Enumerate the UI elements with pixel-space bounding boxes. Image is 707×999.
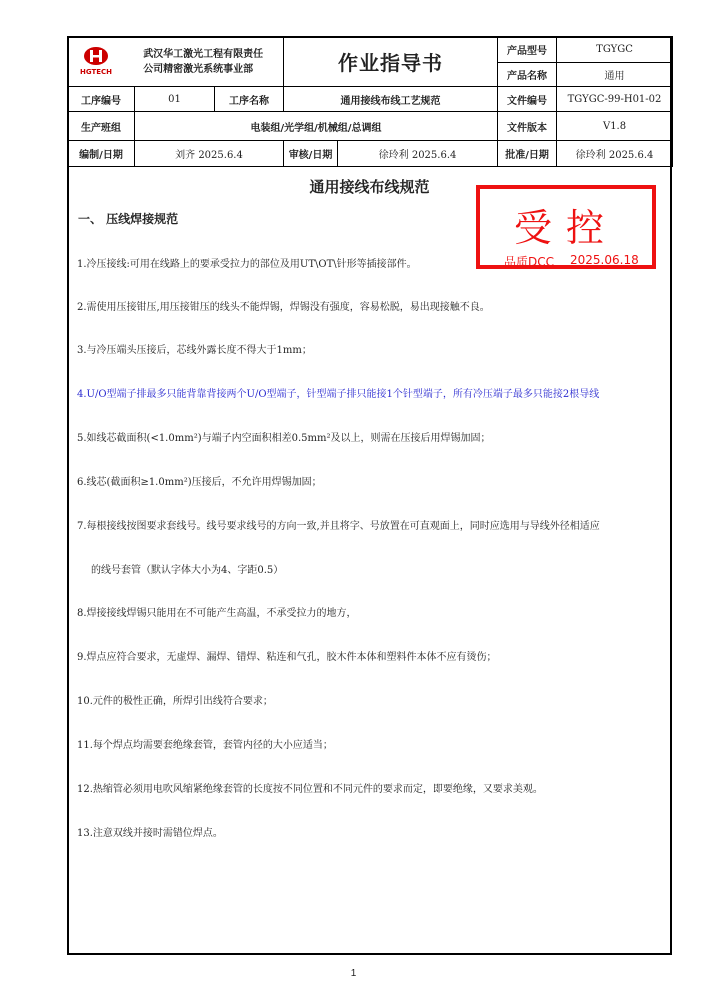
file-no-value: TGYGC-99-H01-02 (557, 87, 673, 112)
list-item: 6.线芯(截面积≥1.0mm²)压接后，不允许用焊锡加固； (77, 477, 322, 488)
process-no-value: 01 (135, 87, 215, 112)
list-item: 12.热缩管必须用电吹风缩紧绝缘套管的长度按不同位置和不同元件的要求而定，即要绝缘，又要求美观。 (77, 784, 543, 795)
version-value: V1.8 (557, 112, 673, 141)
hgtech-logo-icon (83, 46, 109, 66)
stamp-org: 品质DCC (504, 255, 554, 269)
list-item: 3.与冷压端头压接后，芯线外露长度不得大于1mm； (77, 345, 312, 356)
controlled-stamp (476, 185, 656, 269)
product-model-value: TGYGC (557, 37, 673, 63)
list-item: 11.每个焊点均需要套绝缘套管，套管内径的大小应适当； (77, 740, 333, 751)
doc-title: 作业指导书 (284, 37, 498, 87)
team-label: 生产班组 (68, 112, 135, 141)
list-item: 5.如线芯截面积(<1.0mm²)与端子内空面积相差0.5mm²及以上，则需在压接后用焊锡加固； (77, 433, 491, 444)
page-number: 1 (350, 968, 357, 979)
approve-label: 批准/日期 (498, 141, 557, 167)
author-label: 编制/日期 (68, 141, 135, 167)
company-cell (68, 37, 284, 87)
process-name-value: 通用接线布线工艺规范 (284, 87, 498, 112)
list-item: 8.焊接接线焊锡只能用在不可能产生高温，不承受拉力的地方， (77, 608, 357, 619)
list-item: 1.冷压接线:可用在线路上的要承受拉力的部位及用UT\OT\针形等插接部件。 (77, 259, 417, 270)
product-name-value: 通用 (557, 63, 673, 87)
version-label: 文件版本 (498, 112, 557, 141)
list-item: 10.元件的极性正确，所焊引出线符合要求； (77, 696, 273, 707)
product-model-label: 产品型号 (498, 37, 557, 63)
stamp-date: 2025.06.18 (570, 253, 639, 267)
body-title: 通用接线布线规范 (309, 178, 430, 196)
author-value: 刘齐 2025.6.4 (135, 141, 284, 167)
company-name-line2: 公司精密激光系统事业部 (143, 63, 254, 75)
list-item-continuation: 的线号套管（默认字体大小为4、字距0.5） (91, 565, 284, 576)
approve-value: 徐玲利 2025.6.4 (557, 141, 673, 167)
team-value: 电装组/光学组/机械组/总调组 (135, 112, 498, 141)
page-frame (67, 36, 672, 955)
company-logo (74, 46, 118, 77)
review-value: 徐玲利 2025.6.4 (338, 141, 498, 167)
list-item: 4.U/O型端子排最多只能背靠背接两个U/O型端子，针型端子排只能接1个针型端子，所有冷压端子最多只能接2根导线 (77, 389, 600, 400)
list-item: 7.每根接线按图要求套线号。线号要求线号的方向一致,并且将字、号放置在可直观面上，同时应选用与导线外径相适应 (77, 521, 600, 532)
section-heading: 一、 压线焊接规范 (78, 212, 179, 226)
file-no-label: 文件编号 (498, 87, 557, 112)
list-item: 9.焊点应符合要求，无虚焊、漏焊、错焊、粘连和气孔，胶木件本体和塑料件本体不应有烫伤； (77, 652, 497, 663)
list-item: 13.注意双线并接时需错位焊点。 (77, 828, 223, 839)
product-name-label: 产品名称 (498, 63, 557, 87)
company-name-line1: 武汉华工激光工程有限责任 (143, 48, 264, 60)
list-item: 2.需使用压接钳压,用压接钳压的线头不能焊锡，焊锡没有强度，容易松脱，易出现接触不良。 (77, 302, 490, 313)
review-label: 审核/日期 (284, 141, 338, 167)
logo-text: HGTECH (79, 68, 113, 76)
process-name-label: 工序名称 (215, 87, 284, 112)
process-no-label: 工序编号 (68, 87, 135, 112)
header-table (67, 36, 673, 167)
stamp-title: 受控 (513, 206, 618, 250)
